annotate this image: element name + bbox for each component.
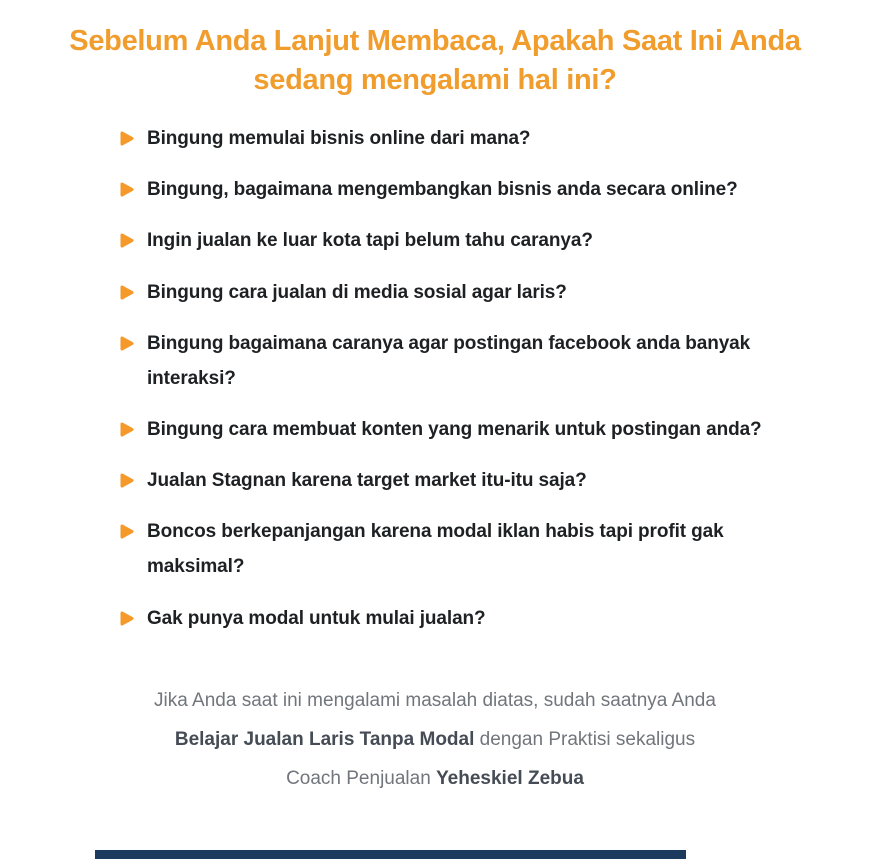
next-section-top-edge (95, 850, 686, 859)
triangle-right-icon (120, 182, 134, 197)
list-item-text: Bingung, bagaimana mengembangkan bisnis anda secara online? (147, 179, 738, 201)
program-name: Belajar Jualan Laris Tanpa Modal (174, 728, 475, 750)
closing-line-3-prefix: Coach Penjualan (286, 767, 437, 789)
list-item (120, 463, 772, 498)
page-title: Sebelum Anda Lanjut Membaca, Apakah Saat Ini Anda sedang mengalami hal ini? (69, 25, 801, 96)
list-item-text: Bingung cara jualan di media sosial agar laris? (147, 281, 567, 303)
list-item-text: Boncos berkepanjangan karena modal iklan habis tapi profit gak maksimal? (147, 521, 724, 578)
triangle-right-icon (120, 473, 134, 488)
triangle-right-icon (120, 524, 134, 539)
closing-line-2-rest: dengan Praktisi sekaligus (474, 728, 696, 750)
pain-points-list (120, 121, 772, 636)
list-item (120, 172, 772, 207)
closing-line-1: Jika Anda saat ini mengalami masalah diatas, sudah saatnya Anda (154, 689, 716, 711)
list-item (120, 412, 772, 447)
list-item (120, 121, 772, 156)
list-item (120, 326, 772, 396)
triangle-right-icon (120, 285, 134, 300)
list-item-text: Ingin jualan ke luar kota tapi belum tahu caranya? (147, 230, 593, 252)
list-item-text: Bingung cara membuat konten yang menarik untuk postingan anda? (147, 418, 762, 440)
triangle-right-icon (120, 233, 134, 248)
list-item-text: Jualan Stagnan karena target market itu-itu saja? (147, 470, 587, 492)
list-item (120, 601, 772, 636)
triangle-right-icon (120, 611, 134, 626)
closing-text (70, 682, 800, 799)
triangle-right-icon (120, 131, 134, 146)
triangle-right-icon (120, 336, 134, 351)
triangle-right-icon (120, 422, 134, 437)
coach-name: Yeheskiel Zebua (436, 767, 584, 789)
list-item (120, 223, 772, 258)
list-item-text: Bingung memulai bisnis online dari mana? (147, 128, 531, 150)
list-item-text: Bingung bagaimana caranya agar postingan facebook anda banyak interaksi? (147, 332, 751, 389)
list-item-text: Gak punya modal untuk mulai jualan? (147, 607, 486, 629)
list-item (120, 514, 772, 584)
list-item (120, 275, 772, 310)
